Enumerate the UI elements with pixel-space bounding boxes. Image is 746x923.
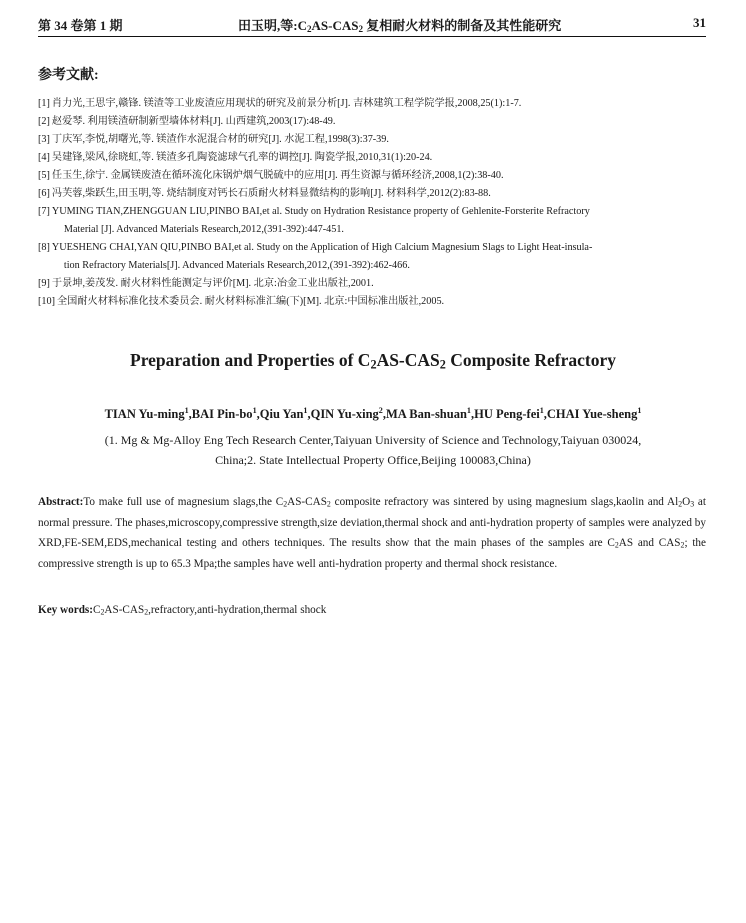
reference-item: [7] YUMING TIAN,ZHENGGUAN LIU,PINBO BAI,et al. Study on Hydration Resistance property of Gehlenite-Forsterite Refractory Material [J]. Advanced Materials Research,2012,(391-392):447-451. xyxy=(38,206,590,235)
references-heading: 参考文献: xyxy=(38,68,99,83)
reference-item: [2] 赵爱琴. 利用镁渣研制新型墙体材料[J]. 山西建筑,2003(17):48-49. xyxy=(38,116,336,127)
author-name: MA Ban-shuan xyxy=(385,407,467,421)
author-name: BAI Pin-bo xyxy=(191,407,253,421)
affiliations xyxy=(40,430,706,470)
reference-item: [9] 于景坤,姜茂发. 耐火材料性能测定与评价[M]. 北京:冶金工业出版社,2001. xyxy=(38,278,374,289)
reference-item: [10] 全国耐火材料标准化技术委员会. 耐火材料标准汇编(下)[M]. 北京:中国标准出版社,2005. xyxy=(38,296,445,307)
page-number: 31 xyxy=(693,15,706,30)
reference-item: [4] 吴建锋,梁风,徐晓虹,等. 镁渣多孔陶瓷滤球气孔率的调控[J]. 陶瓷学报,2010,31(1):20-24. xyxy=(38,152,433,163)
affiliation-line: (1. Mg & Mg-Alloy Eng Tech Research Center,Taiyuan University of Science and Technology,Taiyuan 030024, xyxy=(104,433,642,447)
author-name: Qiu Yan xyxy=(259,407,304,421)
keywords: Key $words:C_2AS-CAS_2,refractory,anti-hydration,thermal$ shock xyxy=(38,604,327,617)
author-name: TIAN Yu-ming xyxy=(104,407,185,421)
running-title: 田玉明,等$:C_2AS-CAS_2$ 复相耐火材料的制备及其性能研究 xyxy=(238,18,562,34)
affiliation-line: China;2. State Intellectual Property Office,Beijing 100083,China) xyxy=(215,453,531,467)
keywords-label: Key words: xyxy=(38,604,93,616)
abstract-label: Abstract: xyxy=(38,496,84,508)
author-name: HU Peng-fei xyxy=(474,407,540,421)
author-name: QIN Yu-xing xyxy=(310,407,379,421)
running-header xyxy=(38,12,706,37)
author-name: CHAI Yue-sheng xyxy=(546,407,638,421)
author-list: TIAN Yu-ming$^1$,BAI Pin-$bo^1,Qiu$ Yan$^1$,QIN Yu-xing$^2$,MA Ban-shuan$^1$,HU Peng-fei$^1$,CHAI Yue-sheng$^1$ xyxy=(104,405,642,421)
reference-item: [6] 冯芙蓉,柴跃生,田玉明,等. 烧结制度对钙长石质耐火材料显微结构的影响[J]. 材料科学,2012(2):83-88. xyxy=(38,188,491,199)
paper-title: Preparation and Properties of $C_2AS-CAS_2$ Composite Refractory xyxy=(130,350,616,372)
reference-item: [8] YUESHENG CHAI,YAN QIU,PINBO BAI,et al. Study on the Application of High Calcium Magnesium Slags to Light Heat-insula- tion Refractory Materials[J]. Advanced Materials Research,2012,(391-392):462-466. xyxy=(38,242,593,271)
journal-issue: 第 34 卷第 1 期 xyxy=(38,18,123,33)
reference-item: [3] 丁庆军,李悦,胡曙光,等. 镁渣作水泥混合材的研究[J]. 水泥工程,1998(3):37-39. xyxy=(38,134,389,145)
abstract: Abstract:To make full use of magnesium slags,the $C_2AS-CAS_2$ composite refractory was sintered by using magnesium slags,kaolin and $Al_2O_3$ at normal pressure. The phases,microscopy,compressive strength,size deviation,thermal shock and anti-hydration property of samples were analyzed by XRD,FE-SEM,EDS,mechanical testing and others techniques. The results show that the main phases of the samples are $C_2AS$ and $CAS_2$; the compressive strength is up to 65.3 Mpa;the samples have well anti-hydration property and thermal shock resistance. xyxy=(38,496,706,570)
reference-item: [5] 任玉生,徐宁. 金属镁废渣在循环流化床锅炉烟气脱硫中的应用[J]. 再生资源与循环经济,2008,1(2):38-40. xyxy=(38,170,504,181)
reference-item: [1] 肖力光,王思宇,赣锋. 镁渣等工业废渣应用现状的研究及前景分析[J]. 吉林建筑工程学院学报,2008,25(1):1-7. xyxy=(38,98,522,109)
references-list xyxy=(38,95,706,311)
